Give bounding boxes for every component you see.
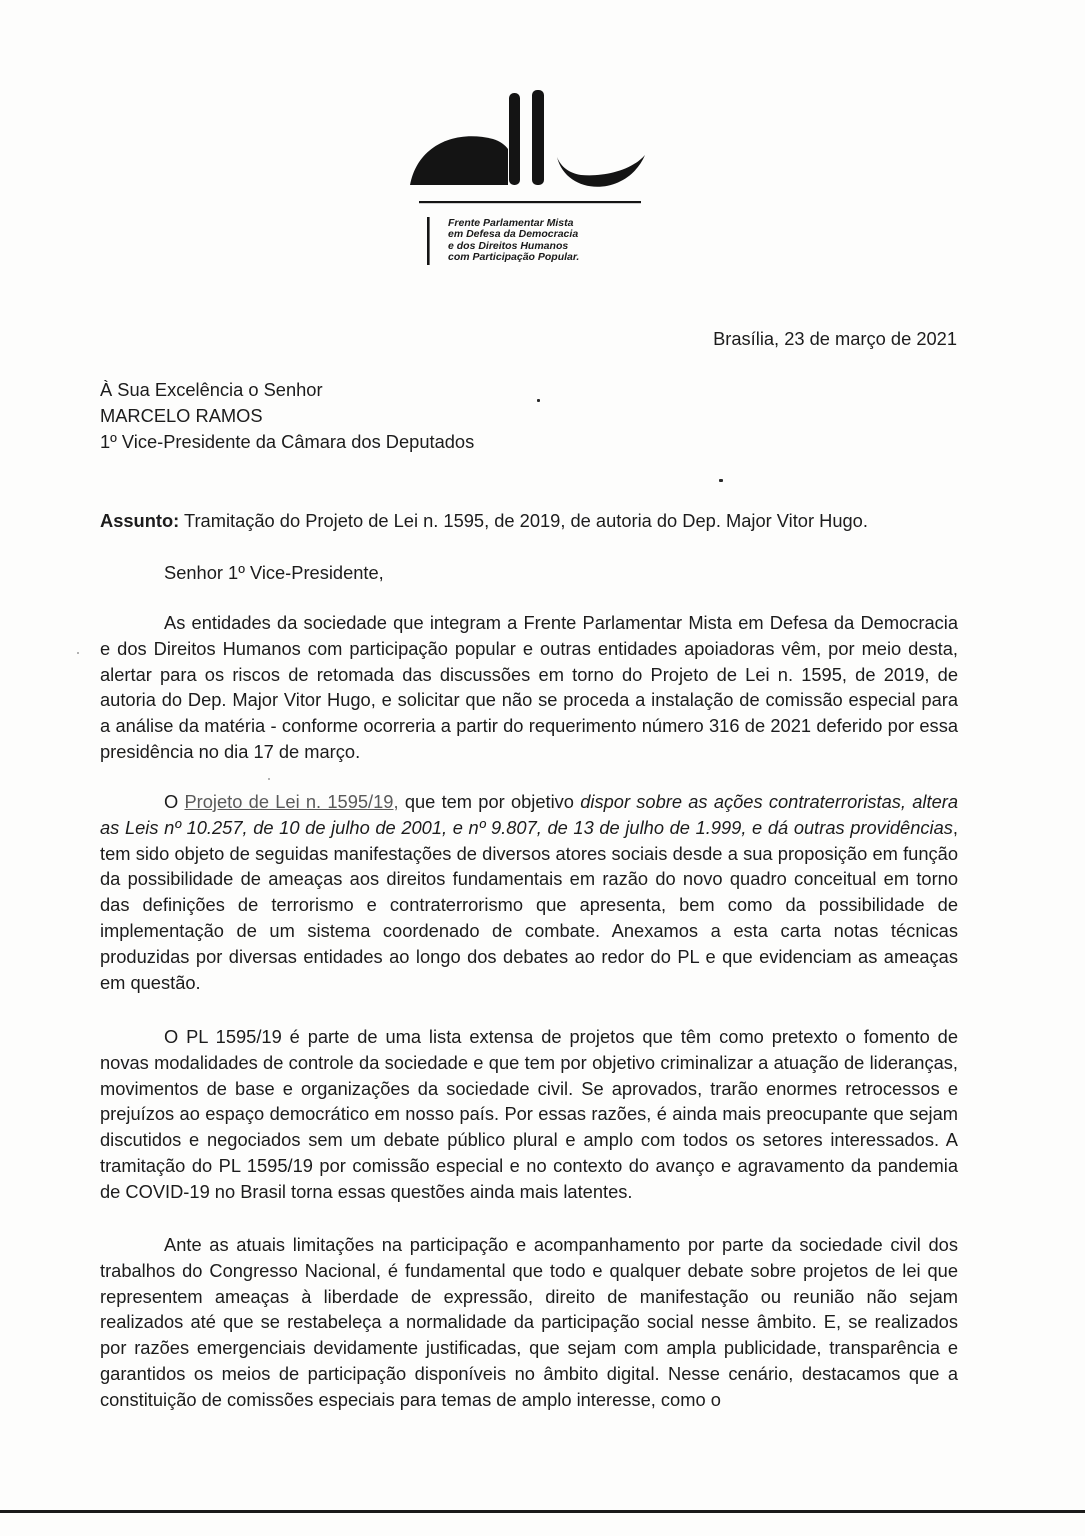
body-paragraph-3: [100, 1024, 958, 1205]
scan-speck: [719, 479, 723, 482]
body-paragraph-4: [100, 1232, 958, 1413]
logo-caption-line: e dos Direitos Humanos: [448, 239, 569, 252]
paragraph-text: O PL 1595/19 é parte de uma lista extensa de projetos que têm como pretexto o fomento de novas modalidades de controle da sociedade e que tem por objetivo criminalizar a atuação de lideranças, movimentos de base e organizações da sociedade civil. Se aprovados, trarão enormes retrocessos e prejuízos ao espaço democrático em nosso país. Por essas razões, é ainda mais preocupante que sejam discutidos e negociados sem um debate público plural e amplo com todos os setores interessados. A tramitação do PL 1595/19 por comissão especial e no contexto do avanço e agravamento da pandemia de COVID-19 no Brasil torna essas questões ainda mais latentes.: [100, 1026, 958, 1202]
paragraph-text: Ante as atuais limitações na participação e acompanhamento por parte da sociedade civil dos trabalhos do Congresso Nacional, é fundamental que todo e qualquer debate sobre projetos de lei que representem ameaças à liberdade de expressão, direito de manifestação ou reunião não sejam realizados até que se restabeleça a normalidade da participação social nesse âmbito. E, se realizados por razões emergenciais devidamente justificadas, que sejam com ampla publicidade, transparência e garantidos os meios de participação disponíveis no âmbito digital. Nesse cenário, destacamos que a constituição de comissões especiais para temas de amplo interesse, como o: [100, 1234, 958, 1410]
recipient-salutation-title: À Sua Excelência o Senhor: [100, 379, 323, 400]
scan-speck: [537, 399, 540, 402]
scan-speck: [77, 652, 79, 654]
recipient-name: MARCELO RAMOS: [100, 405, 263, 426]
subject-label: Assunto:: [100, 510, 180, 531]
scan-speck: [268, 778, 270, 780]
logo-caption: [448, 218, 579, 263]
subject-line: [100, 509, 868, 533]
logo-caption-line: Frente Parlamentar Mista: [448, 217, 574, 229]
body-paragraph-2: [100, 789, 958, 995]
paragraph-text-rest: , tem sido objeto de seguidas manifestações de diversos atores sociais desde a sua proposição em função da possibilidade de ameaças aos direitos fundamentais em razão do novo quadro conceitual em torno das definições de terrorismo e contraterrorismo que apresenta, bem como da possibilidade de implementação de um sistema coordenado de combate. Anexamos a esta carta notas técnicas produzidas por diversas entidades ao longo dos debates ao redor do PL e que evidenciam as ameaças em questão.: [100, 816, 958, 993]
logo-caption-line: com Participação Popular.: [448, 250, 580, 263]
recipient-block: [100, 377, 474, 455]
bottom-border: [0, 1510, 1085, 1513]
paragraph-italic-quote: dispor sobre as ações contraterroristas, altera as Leis nº 10.257, de 10 de julho de 2001, e nº 9.807, de 13 de julho de 1.999, e dá outras providências: [100, 791, 958, 838]
logo-caption-line: em Defesa da Democracia: [448, 228, 579, 241]
recipient-position: 1º Vice-Presidente da Câmara dos Deputados: [100, 431, 475, 452]
subject-text: Tramitação do Projeto de Lei n. 1595, de 2019, de autoria do Dep. Major Vitor Hugo.: [179, 510, 868, 531]
bill-link[interactable]: Projeto de Lei n. 1595/19,: [184, 791, 399, 812]
paragraph-text-lead: O: [164, 791, 185, 812]
paragraph-text: As entidades da sociedade que integram a Frente Parlamentar Mista em Defesa da Democracia e dos Direitos Humanos com participação popular e outras entidades apoiadoras vêm, por meio desta, alertar para os riscos de retomada das discussões em torno do Projeto de Lei n. 1595, de 2019, de autoria do Dep. Major Vitor Hugo, e solicitar que não se proceda a instalação de comissão especial para a análise da matéria - conforme ocorreria a partir do requerimento número 316 de 2021 deferido por essa presidência no dia 17 de março.: [100, 612, 958, 762]
letter-date: Brasília, 23 de março de 2021: [713, 328, 957, 349]
salutation: Senhor 1º Vice-Presidente,: [164, 562, 384, 583]
paragraph-text-mid: que tem por objetivo: [398, 791, 581, 812]
body-paragraph-1: [100, 610, 958, 765]
